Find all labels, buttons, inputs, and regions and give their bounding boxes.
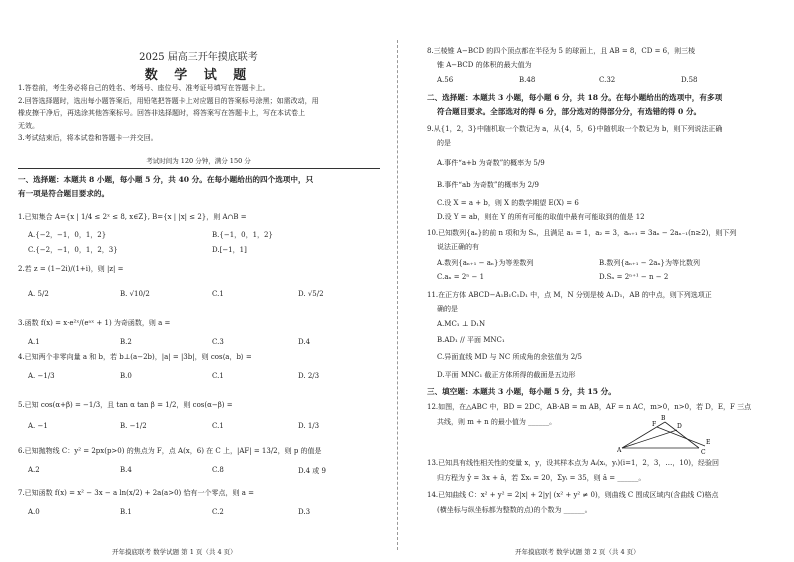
label-d: D [677, 423, 682, 430]
label-e: E [706, 439, 711, 446]
option: B.4 [120, 466, 132, 474]
option: B.48 [519, 76, 536, 84]
option: C.设 X = a + b，则 X 的数学期望 E(X) = 6 [437, 199, 579, 207]
label-a: A [617, 447, 622, 454]
option: D.4 或 9 [298, 467, 326, 475]
question-12-cont: 共线，则 m + n 的最小值为 ______。 [437, 418, 557, 426]
label-f: F [652, 421, 657, 428]
option: D.4 [298, 338, 311, 346]
label-c: C [701, 449, 706, 454]
option: A. −1 [28, 422, 48, 430]
option: D. 2/3 [298, 372, 320, 380]
option: C.2 [212, 508, 224, 516]
option: B.{−1，0，1，2} [212, 231, 273, 239]
side-bc [665, 422, 699, 448]
segment-ad [622, 430, 677, 448]
option: B. √10/2 [120, 290, 150, 298]
question-10-cont: 说法正确的有 [437, 243, 479, 251]
question-7: 7.已知函数 f(x) = x² − 3x − a ln(x/2) + 2a(a>0) 恰有一个零点，则 a = [18, 489, 254, 497]
exam-subtitle: 数 学 试 题 [144, 68, 253, 83]
option: A.56 [437, 76, 454, 84]
option: D.58 [681, 76, 698, 84]
page-2 [397, 0, 794, 562]
instruction-line: 无效。 [18, 121, 39, 130]
question-9: 9.从{1，2，3}中随机取一个数记为 a，从{4，5，6}中随机取一个数记为 b，则下列说法正确 [427, 125, 723, 133]
option: D. 1/3 [298, 422, 320, 430]
option: B.1 [120, 508, 132, 516]
question-3: 3.函数 f(x) = x·e²ˣ/(eᵃˣ + 1) 为奇函数，则 a = [18, 319, 171, 327]
option: C.3 [212, 338, 224, 346]
option: B.AD₁ // 平面 MNC₁ [437, 336, 505, 344]
option: A.事件“a+b 为奇数”的概率为 5/9 [437, 159, 545, 167]
option: A.MC₁ ⊥ D₁N [437, 320, 486, 328]
option: D.设 Y = ab，则在 Y 的所有可能的取值中最有可能取到的值是 12 [437, 213, 645, 221]
question-6: 6.已知抛物线 C：y² = 2px(p>0) 的焦点为 F，点 A(x，6) 在 C 上，|AF| = 13/2，则 p 的值是 [18, 447, 322, 455]
option: C.1 [212, 290, 224, 298]
option: C.1 [212, 372, 224, 380]
option: B.2 [120, 338, 132, 346]
question-1: 1.已知集合 A={x | 1/4 ≤ 2ˣ ≤ 8, x∈Z}, B={x | |x| ≤ 2}，则 A∩B = [18, 213, 247, 221]
option: A.{−2，−1，0，1，2} [28, 231, 107, 239]
instruction-line: 2.回答选择题时，选出每小题答案后，用铅笔把答题卡上对应题目的答案标号涂黑；如需改动，用 [18, 96, 319, 105]
option: A. −1/3 [28, 372, 55, 380]
instruction-line: 1.答卷前，考生务必将自己的姓名、考场号、座位号、准考证号填写在答题卡上。 [18, 84, 270, 92]
option: C.aₙ = 2ⁿ − 1 [437, 273, 485, 281]
side-ab [622, 422, 665, 448]
option: B.事件“ab 为奇数”的概率为 2/9 [437, 181, 539, 189]
option: C.异面直线 MD 与 NC 所成角的余弦值为 2/5 [437, 353, 582, 361]
section-1-heading: 一、选择题：本题共 8 小题，每小题 5 分，共 40 分。在每小题给出的四个选项中，只 [18, 175, 314, 184]
section-1-heading: 有一项是符合题目要求的。 [18, 189, 110, 198]
option: D.Sₙ = 2ⁿ⁺¹ − n − 2 [599, 273, 669, 281]
triangle-figure [617, 414, 717, 454]
option: A.数列{aₙ₊₁ − aₙ}为等差数列 [437, 259, 534, 267]
label-b: B [661, 415, 666, 422]
option: A.2 [28, 466, 40, 474]
question-8: 8.三棱锥 A−BCD 的四个顶点都在半径为 5 的球面上，且 AB = 8，CD = 6，则三棱 [427, 47, 696, 55]
question-4: 4.已知两个非零向量 a 和 b，若 b⊥(a−2b)，|a| = |3b|，则 cos⟨a，b⟩ = [18, 353, 252, 361]
page-footer: 开年摸底联考 数学试题 第 2 页（共 4 页） [515, 548, 640, 556]
question-13: 13.已知具有线性相关性的变量 x，y，设其样本点为 Aᵢ(xᵢ，yᵢ)(i=1，2，3，…，10)，经验回 [427, 459, 719, 467]
option: D.[−1，1] [212, 246, 247, 254]
question-10: 10.已知数列{aₙ}的前 n 项和为 Sₙ，且满足 a₁ = 1，a₂ = 3，aₙ₊₁ = 3aₙ − 2aₙ₋₁(n≥2)，则下列 [427, 229, 737, 237]
question-12: 12.如图，在△ABC 中，BD = 2DC，AB·AB = m AB，AF = n AC，m>0，n>0，若 D，E，F 三点 [427, 403, 752, 411]
instructions [18, 82, 380, 145]
time-info: 考试时间为 120 分钟，满分 150 分 [146, 157, 251, 165]
question-14-cont: (横坐标与纵坐标都为整数的点)的个数为 ______。 [437, 506, 592, 514]
option: D.平面 MNC₁ 截正方体所得的截面是五边形 [437, 371, 576, 379]
question-5: 5.已知 cos(α+β) = −1/3，且 tan α tan β = 1/2，则 cos(α−β) = [18, 401, 233, 409]
option: B.0 [120, 372, 132, 380]
question-2: 2.若 z = (1−2i)/(1+i)，则 |z| = [18, 265, 124, 273]
question-14: 14.已知曲线 C：x² + y² = 2|x| + 2|y| (x² + y² ≠ 0)，则曲线 C 围成区域内(含曲线 C)格点 [427, 491, 719, 499]
section-3-heading: 三、填空题：本题共 3 小题，每小题 5 分，共 15 分。 [427, 387, 616, 396]
divider [18, 168, 380, 169]
question-13-cont: 归方程为 ŷ = 3x + â，若 Σxᵢ = 20，Σyᵢ = 35，则 â = ______。 [437, 474, 646, 482]
option: A.1 [28, 338, 40, 346]
page-footer: 开年摸底联考 数学试题 第 1 页（共 4 页） [112, 548, 237, 556]
option: C.1 [212, 422, 224, 430]
section-2-heading: 符合题目要求。全部选对的得 6 分，部分选对的得部分分，有选错的得 0 分。 [437, 107, 702, 116]
instruction-line: 橡皮擦干净后，再选涂其他答案标号。回答非选择题时，将答案写在答题卡上，写在本试卷上 [18, 109, 305, 118]
option: A.0 [28, 508, 40, 516]
option: C.32 [599, 76, 616, 84]
question-8-cont: 锥 A−BCD 的体积的最大值为 [437, 61, 532, 69]
option: C.{−2，−1，0，1，2，3} [28, 246, 118, 254]
option: A. 5/2 [28, 290, 49, 298]
question-9-cont: 的是 [437, 139, 451, 147]
option: B.数列{aₙ₊₁ − 2aₙ}为等比数列 [599, 259, 700, 267]
instruction-line: 3.考试结束后，将本试卷和答题卡一并交回。 [18, 134, 158, 143]
section-2-heading: 二、选择题：本题共 3 小题，每小题 6 分，共 18 分。在每小题给出的选项中，有多项 [427, 93, 723, 102]
option: B. −1/2 [120, 422, 147, 430]
option: C.8 [212, 466, 224, 474]
exam-title: 2025 届高三开年摸底联考 [139, 52, 258, 63]
option: D.3 [298, 508, 311, 516]
question-11: 11.在正方体 ABCD−A₁B₁C₁D₁ 中，点 M，N 分别是棱 A₁D₁，AB 的中点，则下列选项正 [427, 291, 712, 299]
question-11-cont: 确的是 [437, 305, 458, 313]
option: D. √5/2 [298, 290, 324, 298]
